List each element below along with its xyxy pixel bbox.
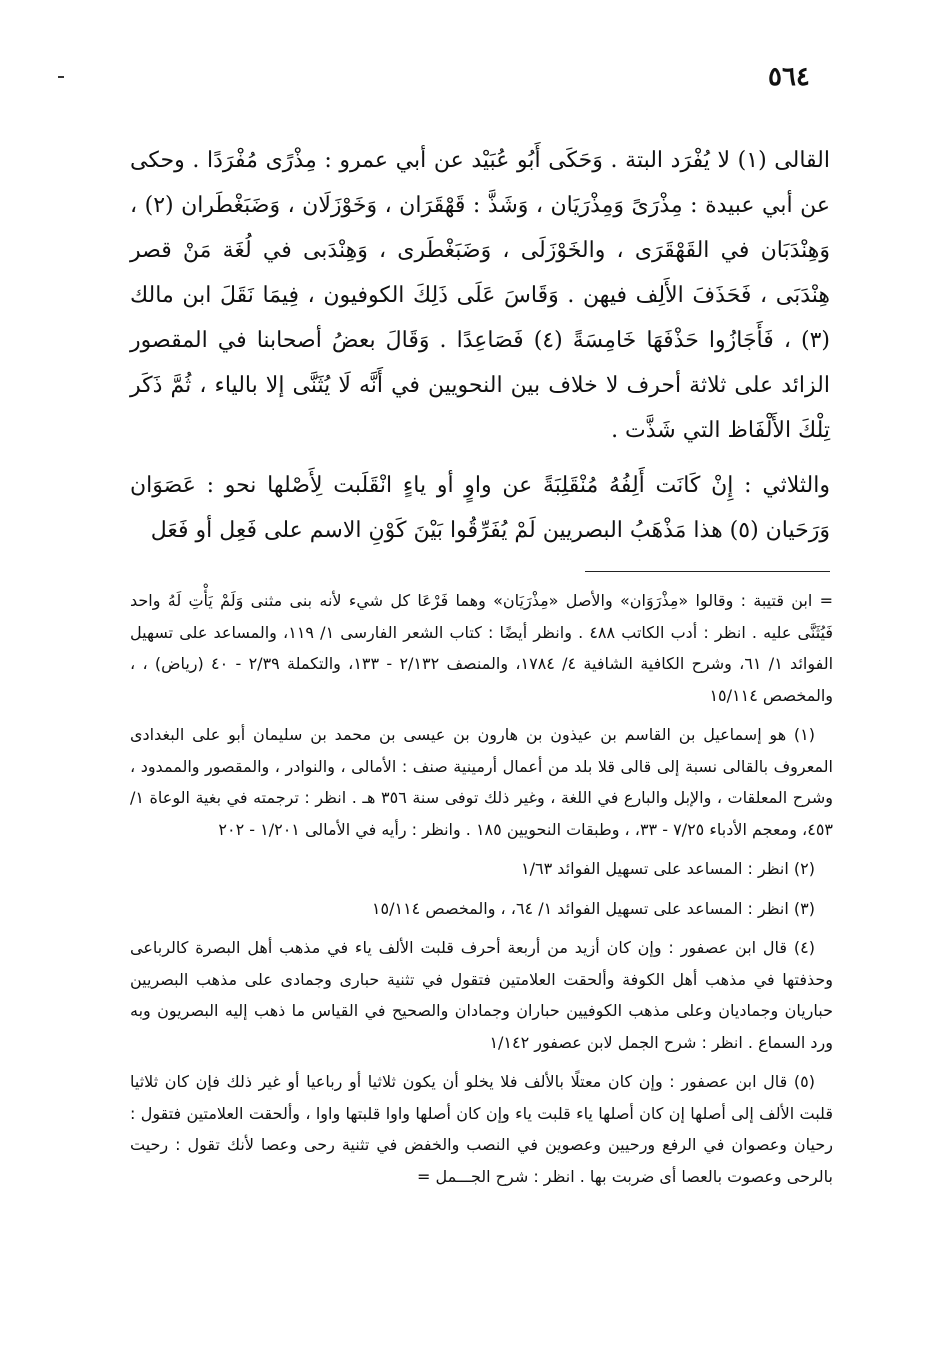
main-text: [130, 138, 830, 553]
footnote-3: (٣) انظر : المساعد على تسهيل الفوائد ١/ ٦٤، ، والمخصص ١٥/١١٤: [371, 898, 815, 918]
margin-mark: [58, 76, 64, 78]
footnotes: [130, 585, 833, 1192]
footnote-5: (٥) قال ابن عصفور : وإن كان معتلًا بالألف فلا يخلو أن يكون ثلاثيا أو رباعيا أو غير ذلك فإن كان ثلاثيا قلبت الألف إلى أصلها إن كان أصلها ياء قلبت ياء وإن كان أصلها واوا قلبتها واوا ، وألحقت العلامتين فتقول : رحيان وعصوان في الرفع ورحيين وعصوين في النصب والخفض في تثنية رحى وعصا لأنك تقول : رحيت بالرحى وعصوت بالعصا أى ضربت بها . انظر : شرح الجـــمل =: [130, 1072, 833, 1186]
page-number: ٥٦٤: [768, 62, 810, 92]
main-paragraph-2: والثلاثي : إِنْ كَانَت أَلِفُهُ مُنْقَلِبَةً عن واوٍ أو ياءٍ انْقَلَبت لِأَصْلها نحو : عَصَوَان وَرَحَيان (٥) هذا مَذْهَبُ البصريين لَمْ يُفَرِّقُوا بَيْنَ كَوْنِ الاسم على فَعِل أو فَعَل: [130, 473, 830, 543]
footnote-continuation: = ابن قتيبة : وقالوا «مِذْرَوَان» والأصل «مِذْرَيَان» وهما فَرْعَا كل شيء لأنه بنى مثنى وَلَمْ يَأْتِ لَهُ واحد فَيُثَنَّى عليه . انظر : أدب الكاتب ٤٨٨ . وانظر أيضًا : كتاب الشعر الفارسى ١/ ١١٩، والمساعد على تسهيل الفوائد ١/ ٦١، وشرح الكافية الشافية ٤/ ١٧٨٤، والمنصف ٢/١٣٢ - ١٣٣، والتكملة ٢/٣٩ - ٤٠ (رياض) ، ، والمخصص ١٥/١١٤: [130, 591, 834, 705]
footnote-1: (١) هو إسماعيل بن القاسم بن عيذون بن هارون بن عيسى بن محمد بن سليمان أبو على البغدادى المعروف بالقالى نسبة إلى قالى قلا بلد من أعمال أرمينية صنف : الأمالى ، والنوادر ، والمقصور والممدود ، وشرح المعلقات ، والإبل والبارع في اللغة ، وغير ذلك توفى سنة ٣٥٦ هـ . انظر : ترجمته في بغية الوعاة ١/ ٤٥٣، ومعجم الأدباء ٧/٢٥ - ٣٣، ، وطبقات النحويين ١٨٥ . وانظر : رأيه في الأمالى ١/٢٠١ - ٢٠٢: [130, 725, 833, 839]
footnote-2: (٢) انظر : المساعد على تسهيل الفوائد ١/٦٣: [521, 859, 815, 878]
footnote-separator: [585, 571, 830, 572]
footnote-4: (٤) قال ابن عصفور : وإن كان أزيد من أربعة أحرف قلبت الألف ياء في مذهب أهل البصرة كالرباعى وحذفتها في مذهب أهل الكوفة وألحقت العلامتين فتقول في تثنية حبارى وجمادى على مذهب البصريين حباريان وجماديان وعلى مذهب الكوفيين حباران وجمادان والصحيح في القياس ما ذهب إليه البصريون وبه ورد السماع . انظر : شرح الجمل لابن عصفور ١/١٤٢: [130, 938, 833, 1052]
main-paragraph-1: القالى (١) لا يُفْرَد البتة . وَحَكَى أَبُو عُبَيْد عن أبي عمرو : مِذْرًى مُفْرَدًا . وحكى عن أبي عبيدة : مِذْرَىً وَمِذْرَيَان ، وَشَذَّ : قَهْقَرَان ، وَخَوْزَلَان ، وَضَبَغْطَران (٢) ، وَهِنْدَبَان في القَهْقَرَى ، والخَوْزَلَى ، وَضَبَغْطَرى ، وَهِنْدَبى في لُغَة مَنْ قصر هِنْدَبَى ، فَحَذَفَ الأَلِف فيهن . وَقَاسَ عَلَى ذَلِكَ الكوفيون ، فِيمَا نَقَلَ ابن مالك (٣) ، فَأَجَازُوا حَذْفَهَا خَامِسَةً (٤) فَصَاعِدًا . وَقَالَ بعضُ أصحابنا في المقصور الزائد على ثلاثة أحرف لا خلاف بين النحويين في أَنَّه لَا يُثَنَّى إلا بالياء ، ثُمَّ ذَكَر تِلْكَ الأَلْفَاظ التي شَذَّت .: [130, 148, 830, 443]
